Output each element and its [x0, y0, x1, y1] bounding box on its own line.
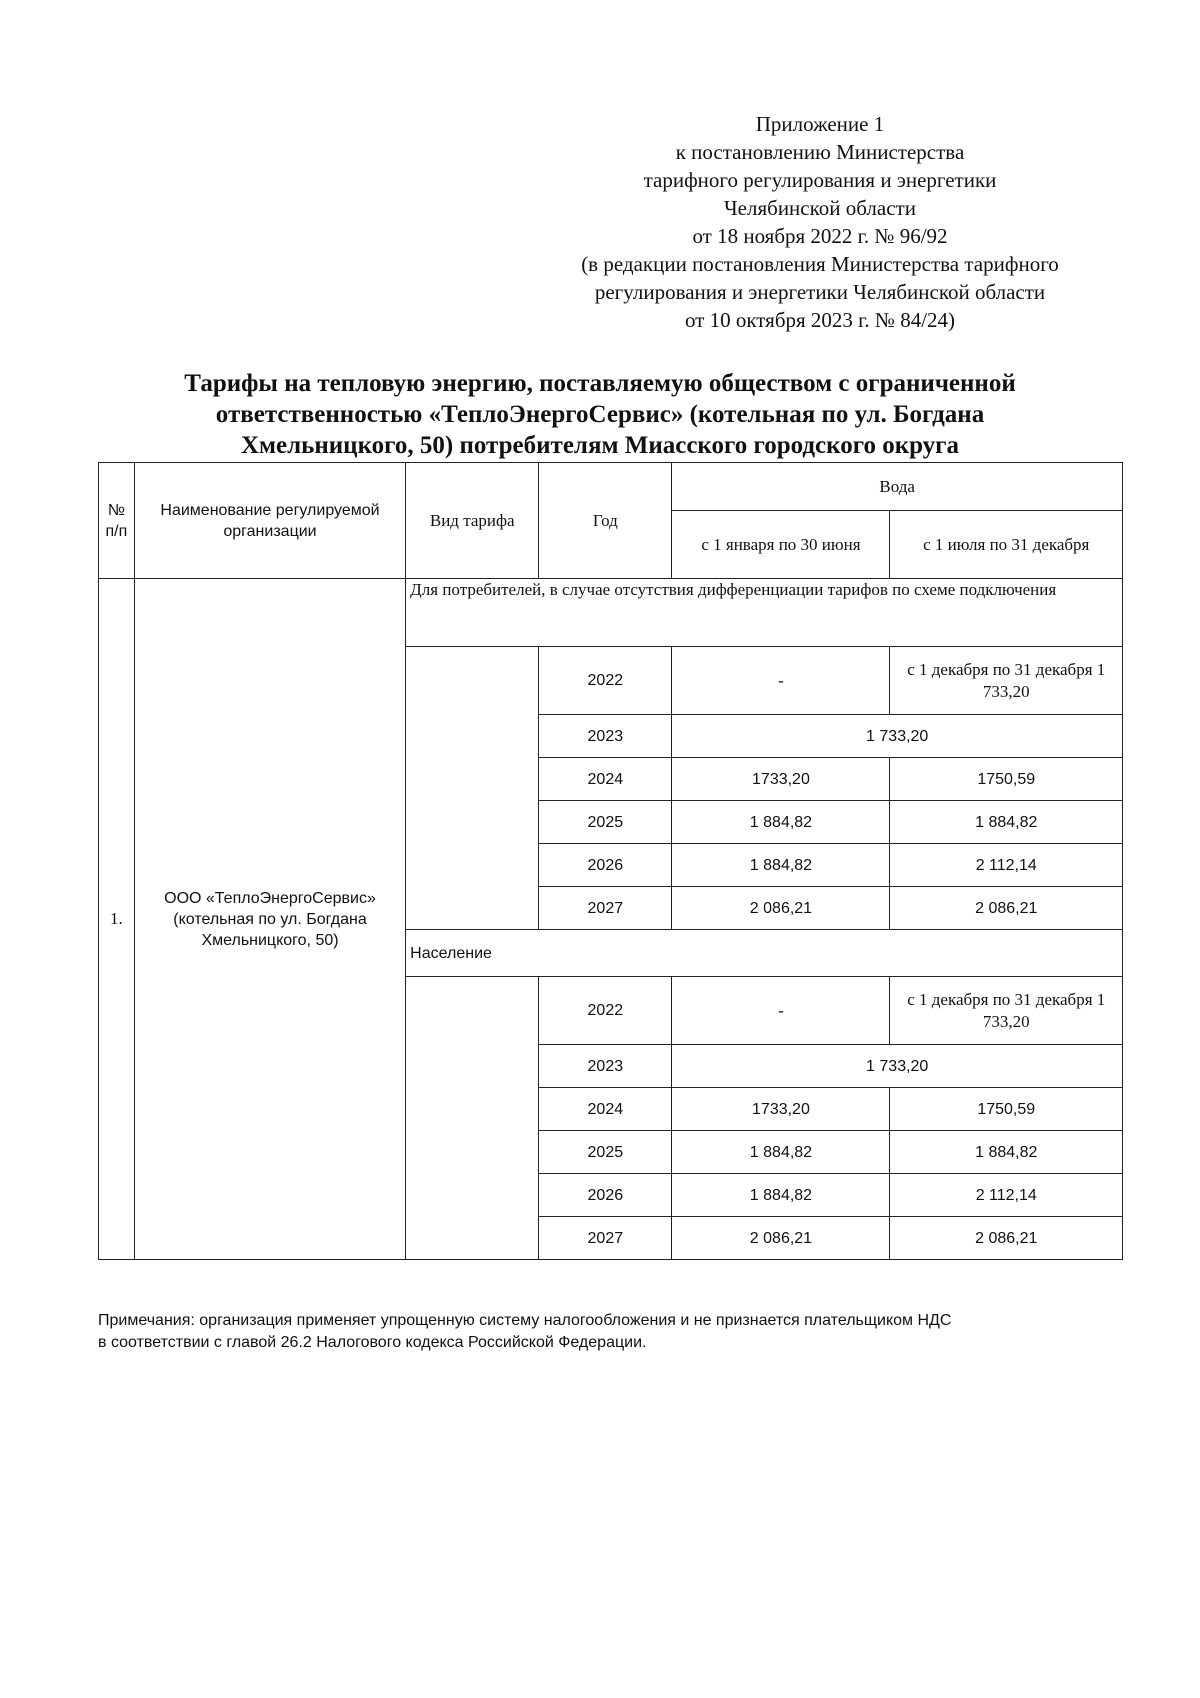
- appendix-line: Приложение 1: [755, 112, 885, 136]
- year-cell: 2026: [539, 1174, 672, 1217]
- appendix-line: (в редакции постановления Министерства тарифного: [581, 252, 1059, 276]
- value-cell: с 1 декабря по 31 декабря 1 733,20: [890, 977, 1123, 1045]
- value-cell: 1 884,82: [890, 801, 1123, 844]
- row-number: 1.: [99, 579, 135, 1260]
- header-period-2: с 1 июля по 31 декабря: [890, 511, 1123, 579]
- year-cell: 2023: [539, 1045, 672, 1088]
- year-cell: 2024: [539, 758, 672, 801]
- title-line: Хмельницкого, 50) потребителям Миасского городского округа: [240, 432, 960, 459]
- value-cell: 1 884,82: [672, 1174, 890, 1217]
- header-num: № п/п: [99, 463, 135, 579]
- year-cell: 2023: [539, 715, 672, 758]
- header-row: [99, 463, 1123, 511]
- title-line: Тарифы на тепловую энергию, поставляемую обществом с ограниченной: [184, 370, 1016, 397]
- appendix-line: тарифного регулирования и энергетики: [643, 168, 997, 192]
- value-cell: 1 884,82: [672, 1131, 890, 1174]
- tariff-table: [98, 462, 1123, 1260]
- value-cell: 1 884,82: [890, 1131, 1123, 1174]
- year-cell: 2027: [539, 1217, 672, 1260]
- year-cell: 2026: [539, 844, 672, 887]
- value-cell: 1 884,82: [672, 801, 890, 844]
- appendix-line: от 18 ноября 2022 г. № 96/92: [692, 224, 948, 248]
- value-cell: -: [672, 647, 890, 715]
- header-water: Вода: [672, 463, 1123, 511]
- value-cell: 2 086,21: [672, 887, 890, 930]
- value-cell-merged: 1 733,20: [672, 715, 1123, 758]
- value-cell: 1750,59: [890, 758, 1123, 801]
- appendix-line: от 10 октября 2023 г. № 84/24): [684, 308, 956, 332]
- value-cell: 2 086,21: [890, 887, 1123, 930]
- header-org: Наименование регулируемой организации: [134, 463, 405, 579]
- appendix-line: регулирования и энергетики Челябинской области: [594, 280, 1046, 304]
- value-cell: 1750,59: [890, 1088, 1123, 1131]
- value-cell: 1733,20: [672, 758, 890, 801]
- value-cell: -: [672, 977, 890, 1045]
- appendix-block: [520, 110, 1120, 334]
- org-name: ООО «ТеплоЭнергоСервис» (котельная по ул. Богдана Хмельницкого, 50): [134, 579, 405, 1260]
- year-cell: 2027: [539, 887, 672, 930]
- header-period-1: с 1 января по 30 июня: [672, 511, 890, 579]
- group-label: Для потребителей, в случае отсутствия дифференциации тарифов по схеме подключения: [406, 579, 1123, 647]
- header-year: Год: [539, 463, 672, 579]
- footnote-line: Примечания: организация применяет упрощенную систему налогообложения и не признается плательщиком НДС: [98, 1312, 952, 1329]
- header-tariff-type: Вид тарифа: [406, 463, 539, 579]
- appendix-line: к постановлению Министерства: [675, 140, 965, 164]
- value-cell: 2 086,21: [890, 1217, 1123, 1260]
- tariff-type-cell: [406, 977, 539, 1260]
- value-cell: 2 112,14: [890, 844, 1123, 887]
- value-cell: 1 884,82: [672, 844, 890, 887]
- appendix-line: Челябинской области: [724, 196, 916, 220]
- tariff-type-cell: [406, 647, 539, 930]
- year-cell: 2024: [539, 1088, 672, 1131]
- year-cell: 2022: [539, 977, 672, 1045]
- value-cell: 2 086,21: [672, 1217, 890, 1260]
- document-title: [60, 368, 1140, 461]
- footnote-line: в соответствии с главой 26.2 Налогового кодекса Российской Федерации.: [98, 1334, 647, 1351]
- year-cell: 2025: [539, 1131, 672, 1174]
- footnote: [98, 1310, 1123, 1354]
- year-cell: 2025: [539, 801, 672, 844]
- value-cell: 2 112,14: [890, 1174, 1123, 1217]
- title-line: ответственностью «ТеплоЭнергоСервис» (котельная по ул. Богдана: [215, 401, 985, 428]
- group-row: [99, 579, 1123, 647]
- group-label: Население: [406, 930, 1123, 977]
- value-cell: 1733,20: [672, 1088, 890, 1131]
- value-cell: с 1 декабря по 31 декабря 1 733,20: [890, 647, 1123, 715]
- value-cell-merged: 1 733,20: [672, 1045, 1123, 1088]
- year-cell: 2022: [539, 647, 672, 715]
